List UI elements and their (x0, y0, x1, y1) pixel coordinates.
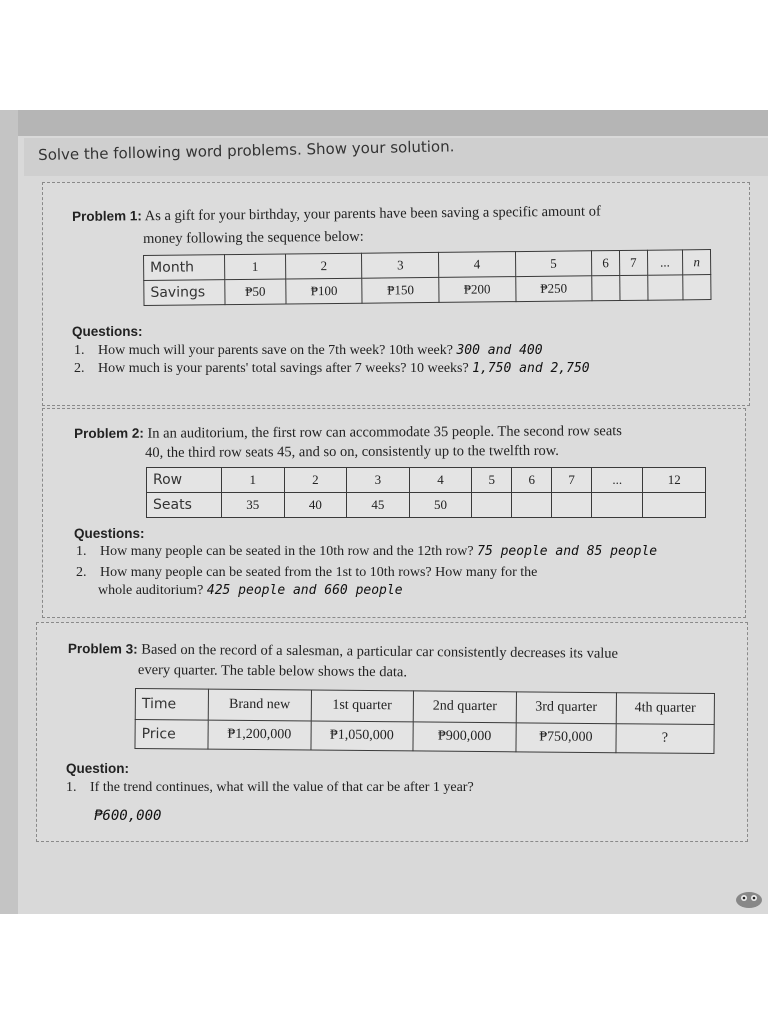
table-cell: ... (647, 250, 683, 275)
handwritten-answer: 1,750 and 2,750 (472, 361, 590, 376)
table-cell: 12 (643, 468, 706, 493)
problem-1-question-2 (74, 361, 590, 377)
table-cell: ₱100 (286, 278, 363, 304)
table-cell (620, 275, 648, 300)
instruction-text: Solve the following word problems. Show your solution. (38, 137, 455, 164)
table-row-label: Time (135, 689, 208, 721)
table-cell (592, 493, 643, 518)
table-row (135, 689, 714, 725)
problem-2-question-2-cont (98, 583, 403, 599)
table-row-label: Row (147, 468, 222, 493)
question-text: How many people can be seated in the 10th row and the 12th row? (100, 544, 474, 559)
table-cell (472, 493, 512, 518)
question-number: 1. (74, 343, 85, 358)
table-cell: ₱900,000 (413, 722, 516, 752)
problem-1-line2-wrap (143, 228, 364, 248)
question-number: 1. (76, 544, 87, 559)
table-cell: ₱250 (515, 276, 592, 302)
table-cell: 6 (512, 468, 552, 493)
table-cell: 4th quarter (616, 693, 715, 725)
table-cell: 7 (552, 468, 592, 493)
table-cell: ₱150 (362, 277, 439, 303)
instruction-banner (24, 138, 768, 176)
question-text: whole auditorium? (98, 583, 204, 598)
table-row (147, 468, 706, 493)
problem-2-question-1 (76, 544, 657, 560)
table-cell: 1st quarter (311, 690, 414, 722)
table-cell: 4 (438, 252, 515, 278)
problem-1-line2: money following the sequence below: (143, 228, 364, 247)
table-row-label: Seats (147, 493, 222, 518)
page-edge (0, 110, 18, 914)
question-text: How much will your parents save on the 7th week? 10th week? (98, 343, 453, 358)
problem-2-question-2 (76, 565, 537, 581)
table-cell: 35 (222, 493, 285, 518)
problem-2-label: Problem 2: (74, 425, 144, 441)
table-cell: 2 (285, 253, 362, 279)
table-cell: ₱1,200,000 (208, 720, 311, 750)
question-number: 2. (74, 361, 85, 376)
problem-3-label: Problem 3: (67, 640, 138, 657)
table-row-label: Price (135, 720, 208, 750)
table-row-label: Savings (144, 280, 225, 306)
table-cell: 3rd quarter (516, 692, 616, 724)
table-cell: 40 (284, 493, 347, 518)
problem-1-line1: As a gift for your birthday, your parents have been saving a specific amount of (144, 203, 601, 225)
table-cell: ? (616, 724, 715, 754)
table-cell: ₱50 (225, 279, 286, 305)
problem-3-question-heading: Question: (66, 761, 129, 776)
problem-1-questions-heading: Questions: (72, 324, 143, 339)
table-row (135, 720, 714, 754)
problem-2-line2-wrap (145, 442, 559, 462)
table-cell: 4 (409, 468, 472, 493)
problem-3-line1: Based on the record of a salesman, a particular car consistently decreases its value (141, 641, 619, 662)
table-cell: 7 (619, 250, 647, 275)
question-text: If the trend continues, what will the value of that car be after 1 year? (90, 780, 474, 795)
table-cell (512, 493, 552, 518)
question-text: How many people can be seated from the 1st to 10th rows? How many for the (100, 565, 538, 580)
problem-3-line2: every quarter. The table below shows the data. (137, 661, 408, 681)
table-cell: 5 (515, 251, 592, 277)
table-cell (592, 276, 620, 301)
table-cell: 1 (225, 254, 286, 280)
table-cell: 5 (472, 468, 512, 493)
question-number: 2. (76, 565, 87, 580)
problem-1-table (143, 249, 712, 306)
problem-2-text (74, 422, 622, 443)
handwritten-answer: 75 people and 85 people (477, 544, 658, 559)
table-row-label: Month (144, 255, 225, 281)
problem-3-question-1 (66, 780, 474, 796)
problem-2-questions-heading: Questions: (74, 526, 145, 541)
handwritten-answer: 300 and 400 (456, 343, 543, 358)
table-cell: 1 (222, 468, 285, 493)
cartoon-decoration-icon (734, 886, 764, 908)
problem-2-line1: In an auditorium, the first row can accommodate 35 people. The second row seats (147, 423, 622, 442)
table-cell: ₱200 (439, 277, 516, 303)
table-cell: 45 (347, 493, 410, 518)
table-cell: n (683, 250, 711, 275)
problem-2-table (146, 467, 706, 518)
problem-3-line2-wrap (138, 661, 407, 681)
question-number: 1. (66, 780, 77, 795)
table-cell (643, 493, 706, 518)
table-cell: Brand new (208, 689, 311, 721)
problem-1-question-1 (74, 343, 543, 359)
problem-3-table (134, 688, 715, 754)
table-cell (683, 275, 711, 300)
table-cell: 50 (409, 493, 472, 518)
table-cell: ₱1,050,000 (310, 721, 413, 751)
problem-2-line2: 40, the third row seats 45, and so on, consistently up to the twelfth row. (145, 442, 559, 461)
table-cell: 2 (284, 468, 347, 493)
handwritten-answer: 425 people and 660 people (206, 583, 403, 598)
table-cell: 2nd quarter (413, 691, 516, 723)
problem-3-handwritten-answer: ₱600,000 (94, 808, 162, 824)
problem-1-label: Problem 1: (72, 208, 142, 224)
worksheet-photo (0, 110, 768, 914)
table-cell: ₱750,000 (516, 723, 616, 753)
table-cell (552, 493, 592, 518)
table-cell: 6 (592, 251, 620, 276)
table-cell: 3 (347, 468, 410, 493)
table-row (147, 493, 706, 518)
table-cell: 3 (362, 252, 439, 278)
table-row (144, 275, 711, 306)
page-header-band (18, 110, 768, 136)
table-cell: ... (592, 468, 643, 493)
question-text: How much is your parents' total savings after 7 weeks? 10 weeks? (98, 361, 469, 376)
table-cell (647, 275, 683, 300)
